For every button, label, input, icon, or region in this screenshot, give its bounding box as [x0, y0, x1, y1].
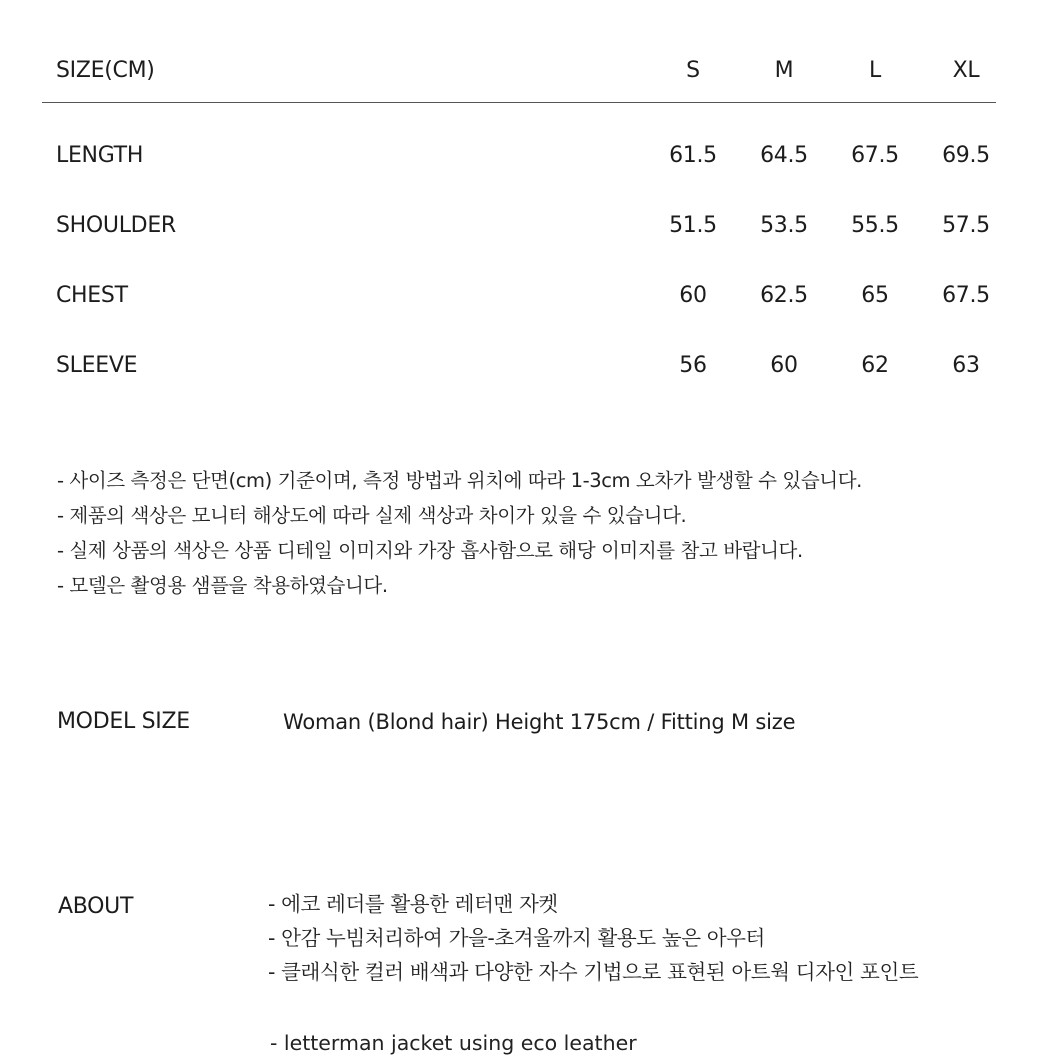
- size-value-m: 53.5: [760, 213, 808, 238]
- size-row-label: SLEEVE: [56, 353, 138, 378]
- size-header-s: S: [686, 58, 700, 83]
- note-line: - 제품의 색상은 모니터 해상도에 따라 실제 색상과 차이가 있을 수 있습니다.: [57, 504, 687, 527]
- model-size-label: MODEL SIZE: [57, 709, 190, 734]
- size-row-length: [42, 103, 996, 173]
- size-header-label: SIZE(CM): [56, 58, 155, 83]
- size-header-xl: XL: [952, 58, 980, 83]
- size-row-label: CHEST: [56, 283, 128, 308]
- size-header-l: L: [869, 58, 881, 83]
- size-row-label: SHOULDER: [56, 213, 176, 238]
- size-value-xl: 63: [952, 353, 980, 378]
- size-row-shoulder: [42, 173, 996, 243]
- size-row-label: LENGTH: [56, 143, 144, 168]
- about-description: [268, 887, 918, 989]
- size-value-l: 67.5: [851, 143, 899, 168]
- size-value-m: 64.5: [760, 143, 808, 168]
- size-value-s: 51.5: [669, 213, 717, 238]
- size-value-m: 62.5: [760, 283, 808, 308]
- size-value-s: 61.5: [669, 143, 717, 168]
- model-size-value: Woman (Blond hair) Height 175cm / Fitting M size: [283, 710, 796, 734]
- size-value-xl: 57.5: [942, 213, 990, 238]
- size-value-s: 60: [679, 283, 707, 308]
- about-label: ABOUT: [58, 894, 134, 919]
- note-line: - 모델은 촬영용 샘플을 착용하였습니다.: [57, 574, 388, 597]
- size-value-l: 55.5: [851, 213, 899, 238]
- note-line: - 실제 상품의 색상은 상품 디테일 이미지와 가장 흡사함으로 해당 이미지를 참고 바랍니다.: [57, 539, 803, 562]
- note-line: - 사이즈 측정은 단면(cm) 기준이며, 측정 방법과 위치에 따라 1-3cm 오차가 발생할 수 있습니다.: [57, 469, 862, 492]
- size-value-xl: 69.5: [942, 143, 990, 168]
- size-value-xl: 67.5: [942, 283, 990, 308]
- size-table: [42, 50, 996, 383]
- about-line: - 안감 누빔처리하여 가을-초겨울까지 활용도 높은 아우터: [268, 926, 765, 950]
- size-value-l: 62: [861, 353, 889, 378]
- size-value-l: 65: [861, 283, 889, 308]
- size-row-sleeve: [42, 313, 996, 383]
- about-line: - 에코 레더를 활용한 레터맨 자켓: [268, 892, 558, 916]
- about-line-cut-off: - letterman jacket using eco leather: [270, 1031, 637, 1055]
- size-header-m: M: [774, 58, 794, 83]
- size-value-s: 56: [679, 353, 707, 378]
- size-row-chest: [42, 243, 996, 313]
- size-table-header: [42, 50, 996, 103]
- size-value-m: 60: [770, 353, 798, 378]
- about-line: - 클래식한 컬러 배색과 다양한 자수 기법으로 표현된 아트웍 디자인 포인트: [268, 960, 919, 984]
- size-notes: [57, 463, 1007, 603]
